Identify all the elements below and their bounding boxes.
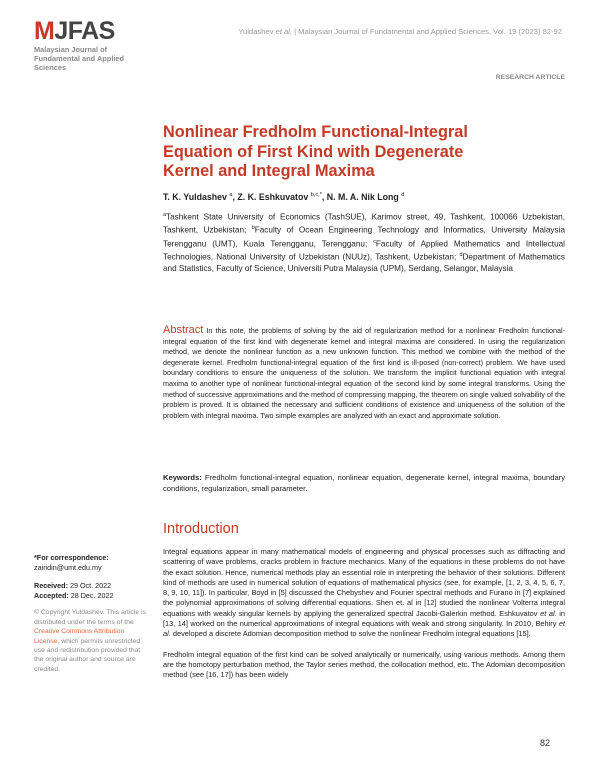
- paragraph: Integral equations appear in many mathematical models of engineering and physical processes such as diffracting and scattering of wave problems, cracks problem in fracture mechanics. Many of the equations in these problems do not have the exact solution. Hence, numerical methods play an essential role in interpreting the behavior of their solutions. Different kind of methods are used in numerical solution of equations of mathematical physics (see, for example, [1, 2, 3, 4, 5, 6, 7, 8, 9, 10, 11]). In particular, Boyd in [5] discussed the Chebyshev and Fourier spectral methods and Furano in [7] explained the polynomial approximations of solving differential equations. Shen et. al in [12] studied the nonlinear Volterra integral equations with weakly singular kernels by applying the generalized spectral Jacobi-Galerkin method. Eshkuvatov et al. in [13, 14] worked on the numerical approximations of integral equations with weak and strong singularity. In 2010, Behiry et al. developed a discrete Adomian decomposition method to solve the nonlinear Fredholm integral equations [15].: [163, 547, 565, 639]
- correspondence-label: *For correspondence:: [34, 553, 109, 562]
- copyright-notice: © Copyright Yuldashev. This article is distributed under the terms of the Creative Commons Attribution License, which permits unrestricted use and redistribution provided that the original author and source are credited.: [34, 609, 146, 673]
- paper-title: Nonlinear Fredholm Functional-Integral Equation of First Kind with Degenerate Kernel and Integral Maxima: [163, 123, 468, 180]
- paragraph: Fredholm integral equation of the first kind can be solved analytically or numerically, using various methods. Among them are the homotopy perturbation method, the Taylor series method, the collocation method, etc. The Adomian decomposition method (see [16, 17]) has been widely: [163, 649, 565, 680]
- abstract: [163, 325, 565, 421]
- author-list: T. K. Yuldashev $^a$, Z. K. Eshkuvatov $^{b,c,*}$, N. M. A. Nik Long $^d$: [163, 192, 405, 202]
- introduction-heading: Introduction: [163, 521, 239, 537]
- accepted-date: Accepted: 28 Dec. 2022: [34, 590, 114, 600]
- keywords: Keywords: Fredholm functional-integral equation, nonlinear equation, degenerate kernel, integral maxima, boundary conditions, regularization, small parameter.: [163, 473, 565, 493]
- page-number: 82: [540, 738, 551, 748]
- received-date: Received: 29 Oct. 2022: [34, 581, 112, 591]
- correspondence-sidebar: [34, 553, 146, 674]
- logo-subtitle: Malaysian Journal of Fundamental and Applied Sciences: [34, 45, 125, 72]
- abstract-heading: Abstract: [163, 324, 204, 336]
- introduction-body: [163, 547, 565, 691]
- running-header: Yuldashev et al. | Malaysian Journal of Fundamental and Applied Sciences, Vol. 19 (2023) 82-92: [238, 27, 562, 36]
- journal-logo: [34, 18, 144, 72]
- license-link[interactable]: Creative Commons Attribution License: [34, 628, 125, 645]
- correspondence-email[interactable]: zairidin@umt.edu.my: [34, 562, 102, 572]
- logo-wordmark: MJFAS: [34, 17, 115, 45]
- article-type: RESEARCH ARTICLE: [495, 74, 565, 81]
- abstract-text: In this note, the problems of solving by the aid of regularization method for a nonlinear Fredholm functional-integral equation of the first kind with degenerate kernel and integral maxima are considered. In using the regularization method, we denote the nonlinear function as a new unknown function. This method we combine with the method of the degenerate kernel. Fredholm functional-integral equation of the first kind is ill-posed (non-correct) problem. We have used boundary conditions to ensure the uniqueness of the solution. We transform the implicit functional equation with integral maxima to another type of nonlinear functional-integral equation of the second kind by some integral transforms. Using the method of successive approximations and the method of compressing mapping, the theorem on single valued solvability of the problem is proved. It is obtained the necessary and sufficient conditions of existence and uniqueness of the solution of the problem with integral maxima. Two simple examples are analyzed with an exact and approximate solution.: [163, 326, 565, 420]
- affiliations: $^a$Tashkent State University of Economics (TashSUE), Karimov street, 49, Tashkent, 100066 Uzbekistan, Tashkent, Uzbekistan; $^b$Faculty of Ocean Engineering Technology and Informatics, University Malaysia Terengganu (UMT), Kuala Terengganu, Terengganu; $^c$Faculty of Applied Mathematics and Intellectual Technologies, National University of Uzbekistan (NUUz), Tashkent, Uzbekistan; $^d$Department of Mathematics and Statistics, Faculty of Science, Universiti Putra Malaysia (UPM), Serdang, Selangor, Malaysia: [163, 212, 565, 274]
